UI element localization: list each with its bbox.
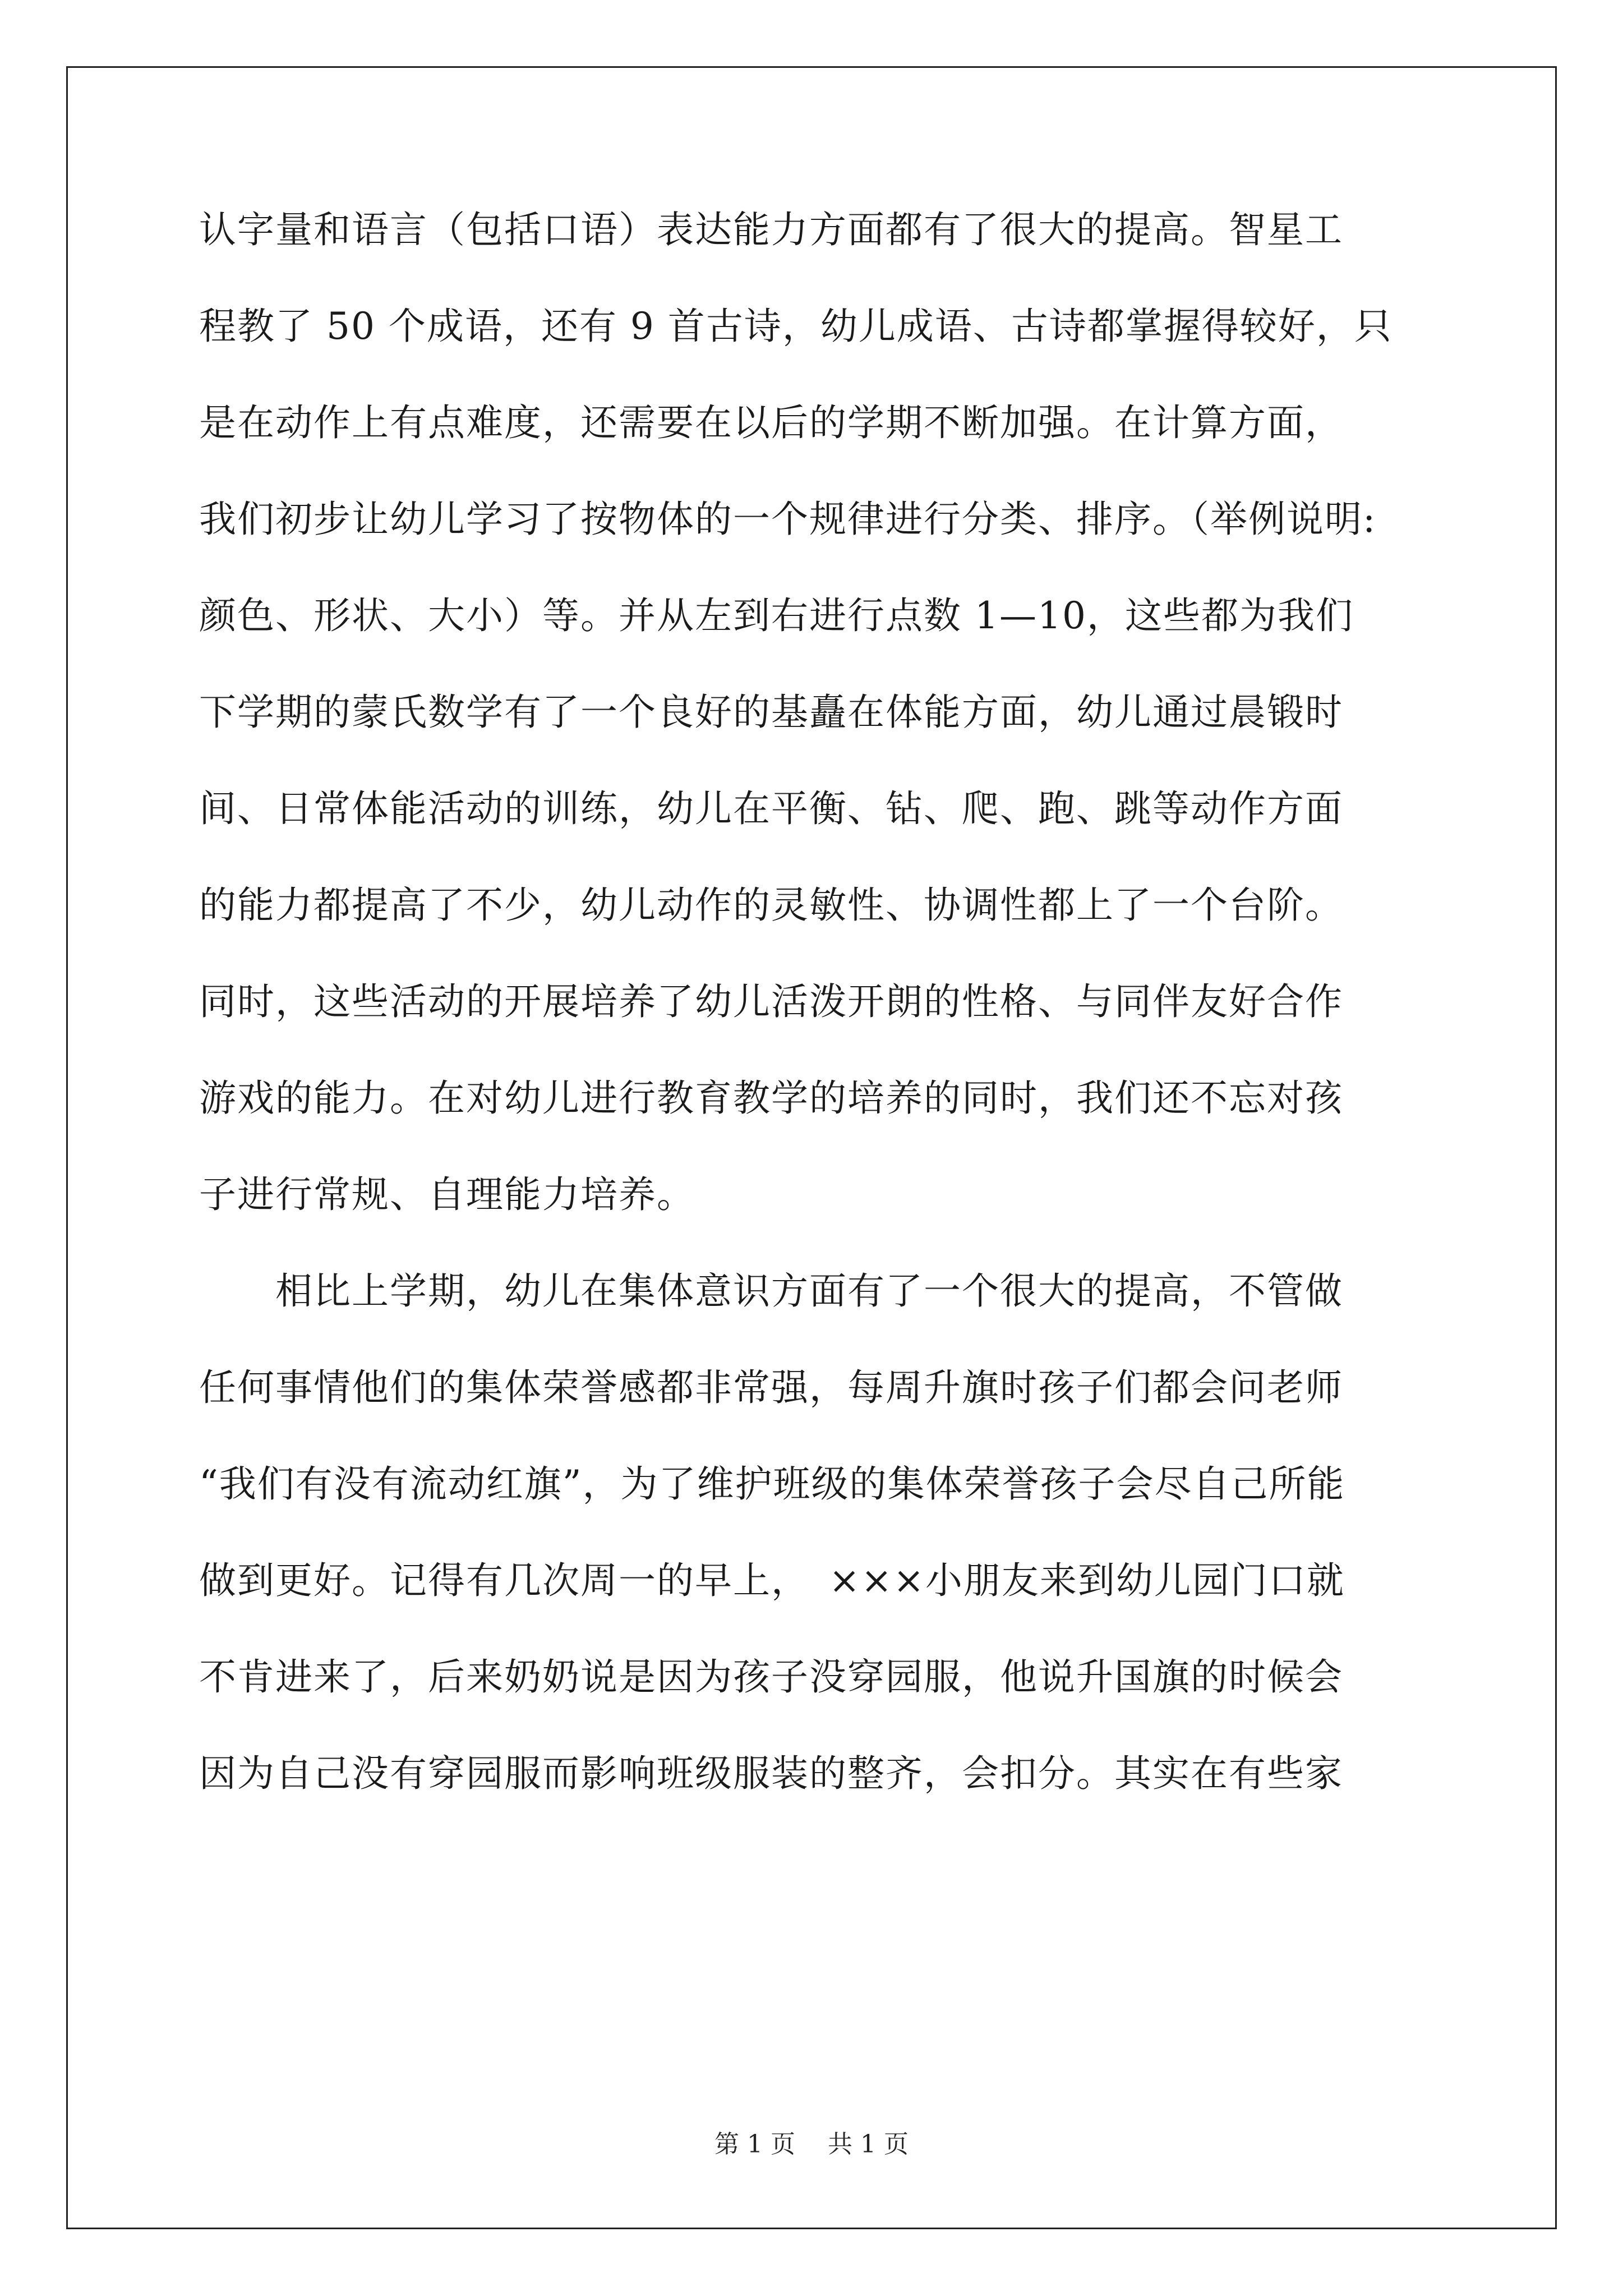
page-number-footer: 第 1 页 共 1 页	[714, 2130, 909, 2159]
text-line: 间、日常体能活动的训练，幼儿在平衡、钻、爬、跑、跳等动作方面	[199, 787, 1343, 830]
text-line: 相比上学期，幼儿在集体意识方面有了一个很大的提高，不管做	[199, 1269, 1343, 1313]
text-line: 认字量和语言（包括口语）表达能力方面都有了很大的提高。智星工	[199, 208, 1343, 251]
text-line: 的能力都提高了不少，幼儿动作的灵敏性、协调性都上了一个台阶。	[199, 884, 1343, 927]
text-line: 不肯进来了，后来奶奶说是因为孩子没穿园服，他说升国旗的时候会	[199, 1655, 1343, 1699]
text-line: 颜色、形状、大小）等。并从左到右进行点数 1—10，这些都为我们	[199, 594, 1354, 637]
text-line: 游戏的能力。在对幼儿进行教育教学的培养的同时，我们还不忘对孩	[199, 1076, 1343, 1120]
text-line: 任何事情他们的集体荣誉感都非常强，每周升旗时孩子们都会问老师	[199, 1366, 1343, 1409]
text-line: 是在动作上有点难度，还需要在以后的学期不断加强。在计算方面，	[199, 401, 1343, 444]
text-line: 同时，这些活动的开展培养了幼儿活泼开朗的性格、与同伴友好合作	[199, 980, 1343, 1023]
text-line: 下学期的蒙氏数学有了一个良好的基矗在体能方面，幼儿通过晨锻时	[199, 691, 1343, 734]
page-border	[66, 66, 1557, 2229]
text-line: 我们初步让幼儿学习了按物体的一个规律进行分类、排序。（举例说明:	[199, 498, 1377, 541]
text-line: 因为自己没有穿园服而影响班级服装的整齐，会扣分。其实在有些家	[199, 1752, 1343, 1795]
text-line: 子进行常规、自理能力培养。	[199, 1173, 695, 1216]
text-line: 做到更好。记得有几次周一的早上， ×××小朋友来到幼儿园门口就	[199, 1559, 1345, 1602]
text-line: 程教了 50 个成语，还有 9 首古诗，幼儿成语、古诗都掌握得较好，只	[199, 305, 1393, 348]
text-line: “我们有没有流动红旗”，为了维护班级的集体荣誉孩子会尽自己所能	[199, 1462, 1345, 1506]
